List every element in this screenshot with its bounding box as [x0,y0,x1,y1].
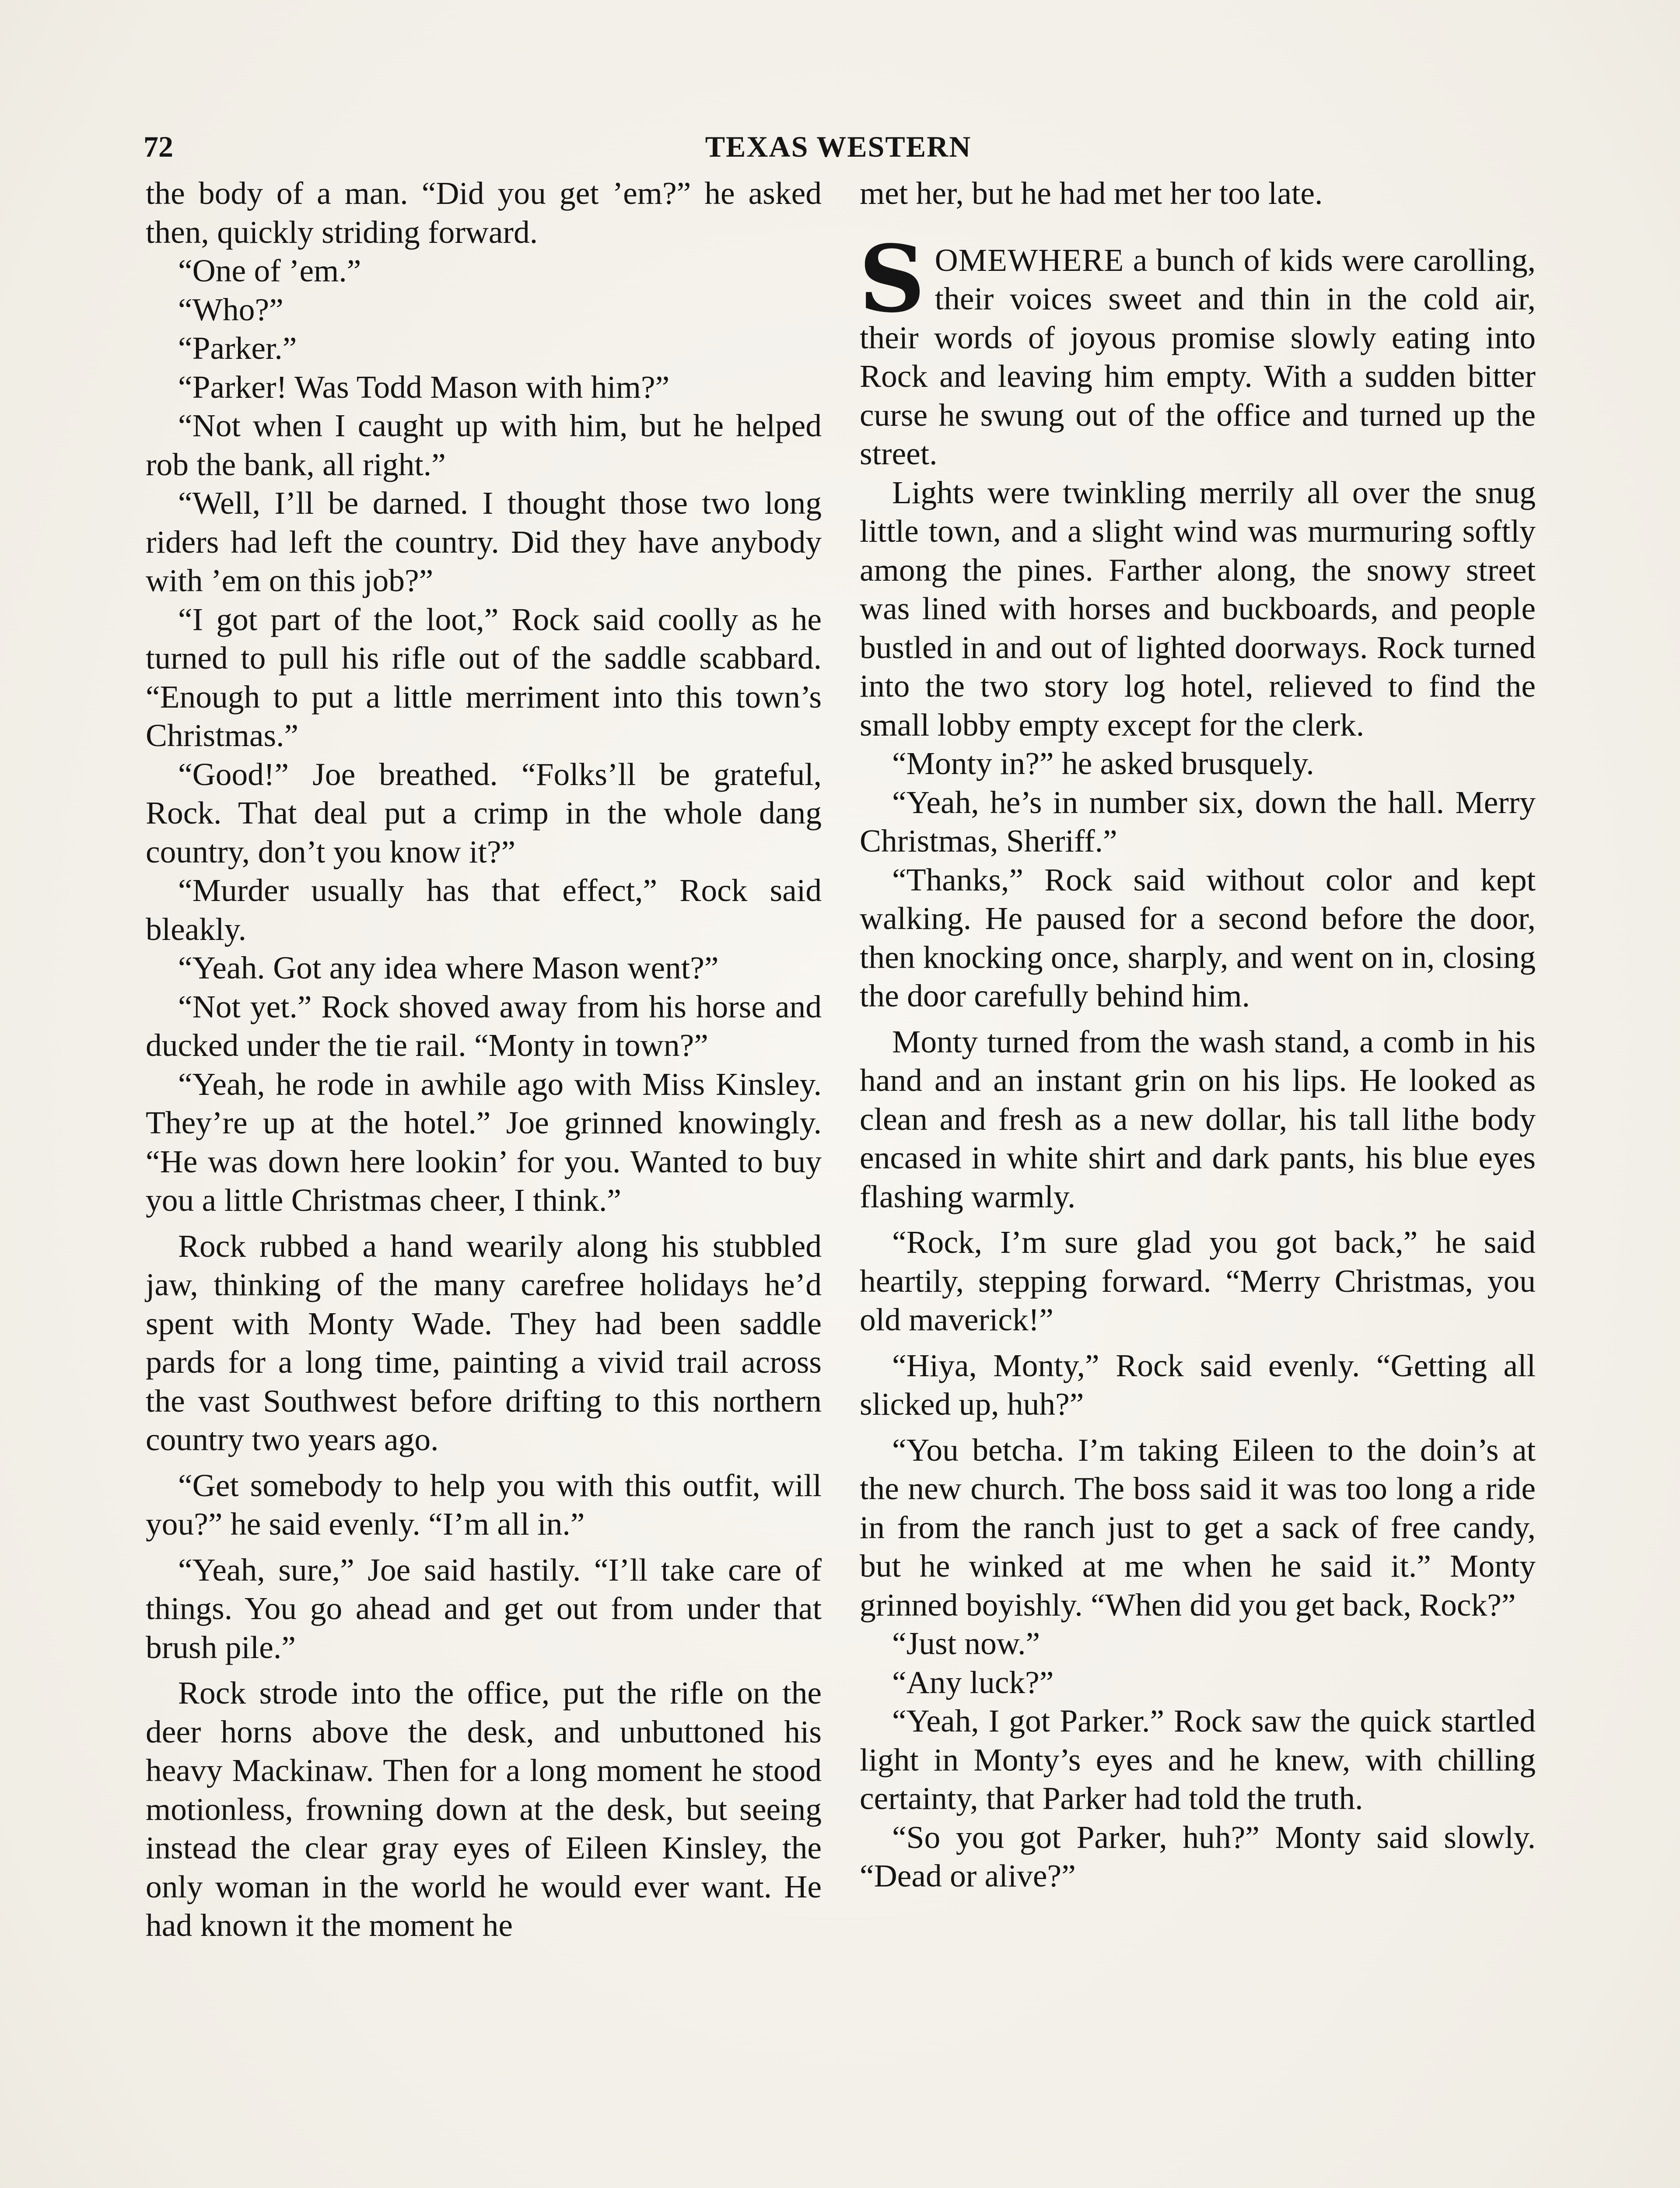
page-header [144,130,1533,169]
paragraph: “Yeah, I got Parker.” Rock saw the quick startled light in Monty’s eyes and he knew, with chilling certainty, that Parker had told the truth. [860,1703,1536,1816]
paragraph: Rock strode into the office, put the rifle on the deer horns above the desk, and unbuttoned his heavy Mackinaw. Then for a long moment he stood motionless, frowning down at the desk, but seeing instead the clear gray eyes of Eileen Kinsley, the only woman in the world he would ever want. He had known it the moment he [146,1675,822,1943]
paragraph: “Parker! Was Todd Mason with him?” [178,369,670,405]
paragraph: “Not yet.” Rock shoved away from his horse and ducked under the tie rail. “Monty in town?” [146,989,822,1063]
paragraph: “Get somebody to help you with this outfit, will you?” he said evenly. “I’m all in.” [146,1467,822,1542]
running-title: TEXAS WESTERN [705,130,972,163]
paragraph: “Well, I’ll be darned. I thought those two long riders had left the country. Did they have anybody with ’em on this job?” [146,485,822,598]
opening-text: a bunch of kids were carolling, their voices sweet and thin in the cold air, their words of joyous promise slowly eating into Rock and leaving him empty. With a sudden bitter curse he swung out of the office and turned up the street. [860,242,1536,471]
paragraph: Monty turned from the wash stand, a comb in his hand and an instant grin on his lips. He looked as clean and fresh as a new dollar, his tall lithe body encased in white shirt and dark pants, his blue eyes flashing warmly. [860,1024,1536,1214]
paragraph: met her, but he had met her too late. [860,175,1323,211]
paragraph: “Yeah, he rode in awhile ago with Miss Kinsley. They’re up at the hotel.” Joe grinned knowingly. “He was down here lookin’ for you. Wanted to buy you a little Christmas cheer, I think.” [146,1066,822,1218]
paragraph: “Good!” Joe breathed. “Folks’ll be grateful, Rock. That deal put a crimp in the whole dang country, don’t you know it?” [146,756,822,870]
paragraph: “So you got Parker, huh?” Monty said slowly. “Dead or alive?” [860,1819,1536,1893]
page-number: 72 [144,130,173,163]
paragraph: “Yeah. Got any idea where Mason went?” [178,950,719,985]
paragraph: “Not when I caught up with him, but he helped rob the bank, all right.” [146,408,822,482]
paragraph: Lights were twinkling merrily all over the snug little town, and a slight wind was murmuring softly among the pines. Farther along, the snowy street was lined with horses and buckboards, and people bustled in and out of lighted doorways. Rock turned into the two story log hotel, relieved to find the small lobby empty except for the clerk. [860,474,1536,743]
paragraph: “Murder usually has that effect,” Rock said bleakly. [146,873,822,947]
paragraph: “Just now.” [892,1626,1040,1661]
paragraph: the body of a man. “Did you get ’em?” he asked then, quickly striding forward. [146,175,822,250]
right-text-column [860,174,1536,1896]
paragraph: “Parker.” [178,330,297,366]
paragraph: “Thanks,” Rock said without color and kept walking. He paused for a second before the door, then knocking once, sharply, and went on in, closing the door carefully behind him. [860,862,1536,1013]
paragraph: “Hiya, Monty,” Rock said evenly. “Getting all slicked up, huh?” [860,1347,1536,1422]
paragraph: “You betcha. I’m taking Eileen to the doin’s at the new church. The boss said it was too long a ride in from the ranch just to get a sack of free candy, but he winked at me when he said it.” Monty grinned boyishly. “When did you get back, Rock?” [860,1432,1536,1623]
paragraph: “Monty in?” he asked brusquely. [892,746,1314,781]
paragraph: “I got part of the loot,” Rock said coolly as he turned to pull his rifle out of the saddle scabbard. “Enough to put a little merriment into this town’s Christmas.” [146,601,822,753]
paragraph: “Yeah, sure,” Joe said hastily. “I’ll take care of things. You go ahead and get out from under that brush pile.” [146,1552,822,1665]
drop-cap: S [859,224,925,333]
paragraph: Rock rubbed a hand wearily along his stubbled jaw, thinking of the many carefree holidays he’d spent with Monty Wade. They had been saddle pards for a long time, painting a vivid trail across the vast Southwest before drifting to this northern country two years ago. [146,1228,822,1457]
left-text-column [146,174,822,1945]
paragraph: “One of ’em.” [178,253,361,288]
paragraph: “Yeah, he’s in number six, down the hall. Merry Christmas, Sheriff.” [860,784,1536,859]
section-opening-paragraph [859,224,1536,473]
opening-caps: OMEWHERE [934,242,1124,278]
paragraph: “Who?” [178,291,284,327]
paragraph: “Any luck?” [892,1664,1054,1700]
paragraph: “Rock, I’m sure glad you got back,” he said heartily, stepping forward. “Merry Christmas, you old maverick!” [860,1224,1536,1337]
